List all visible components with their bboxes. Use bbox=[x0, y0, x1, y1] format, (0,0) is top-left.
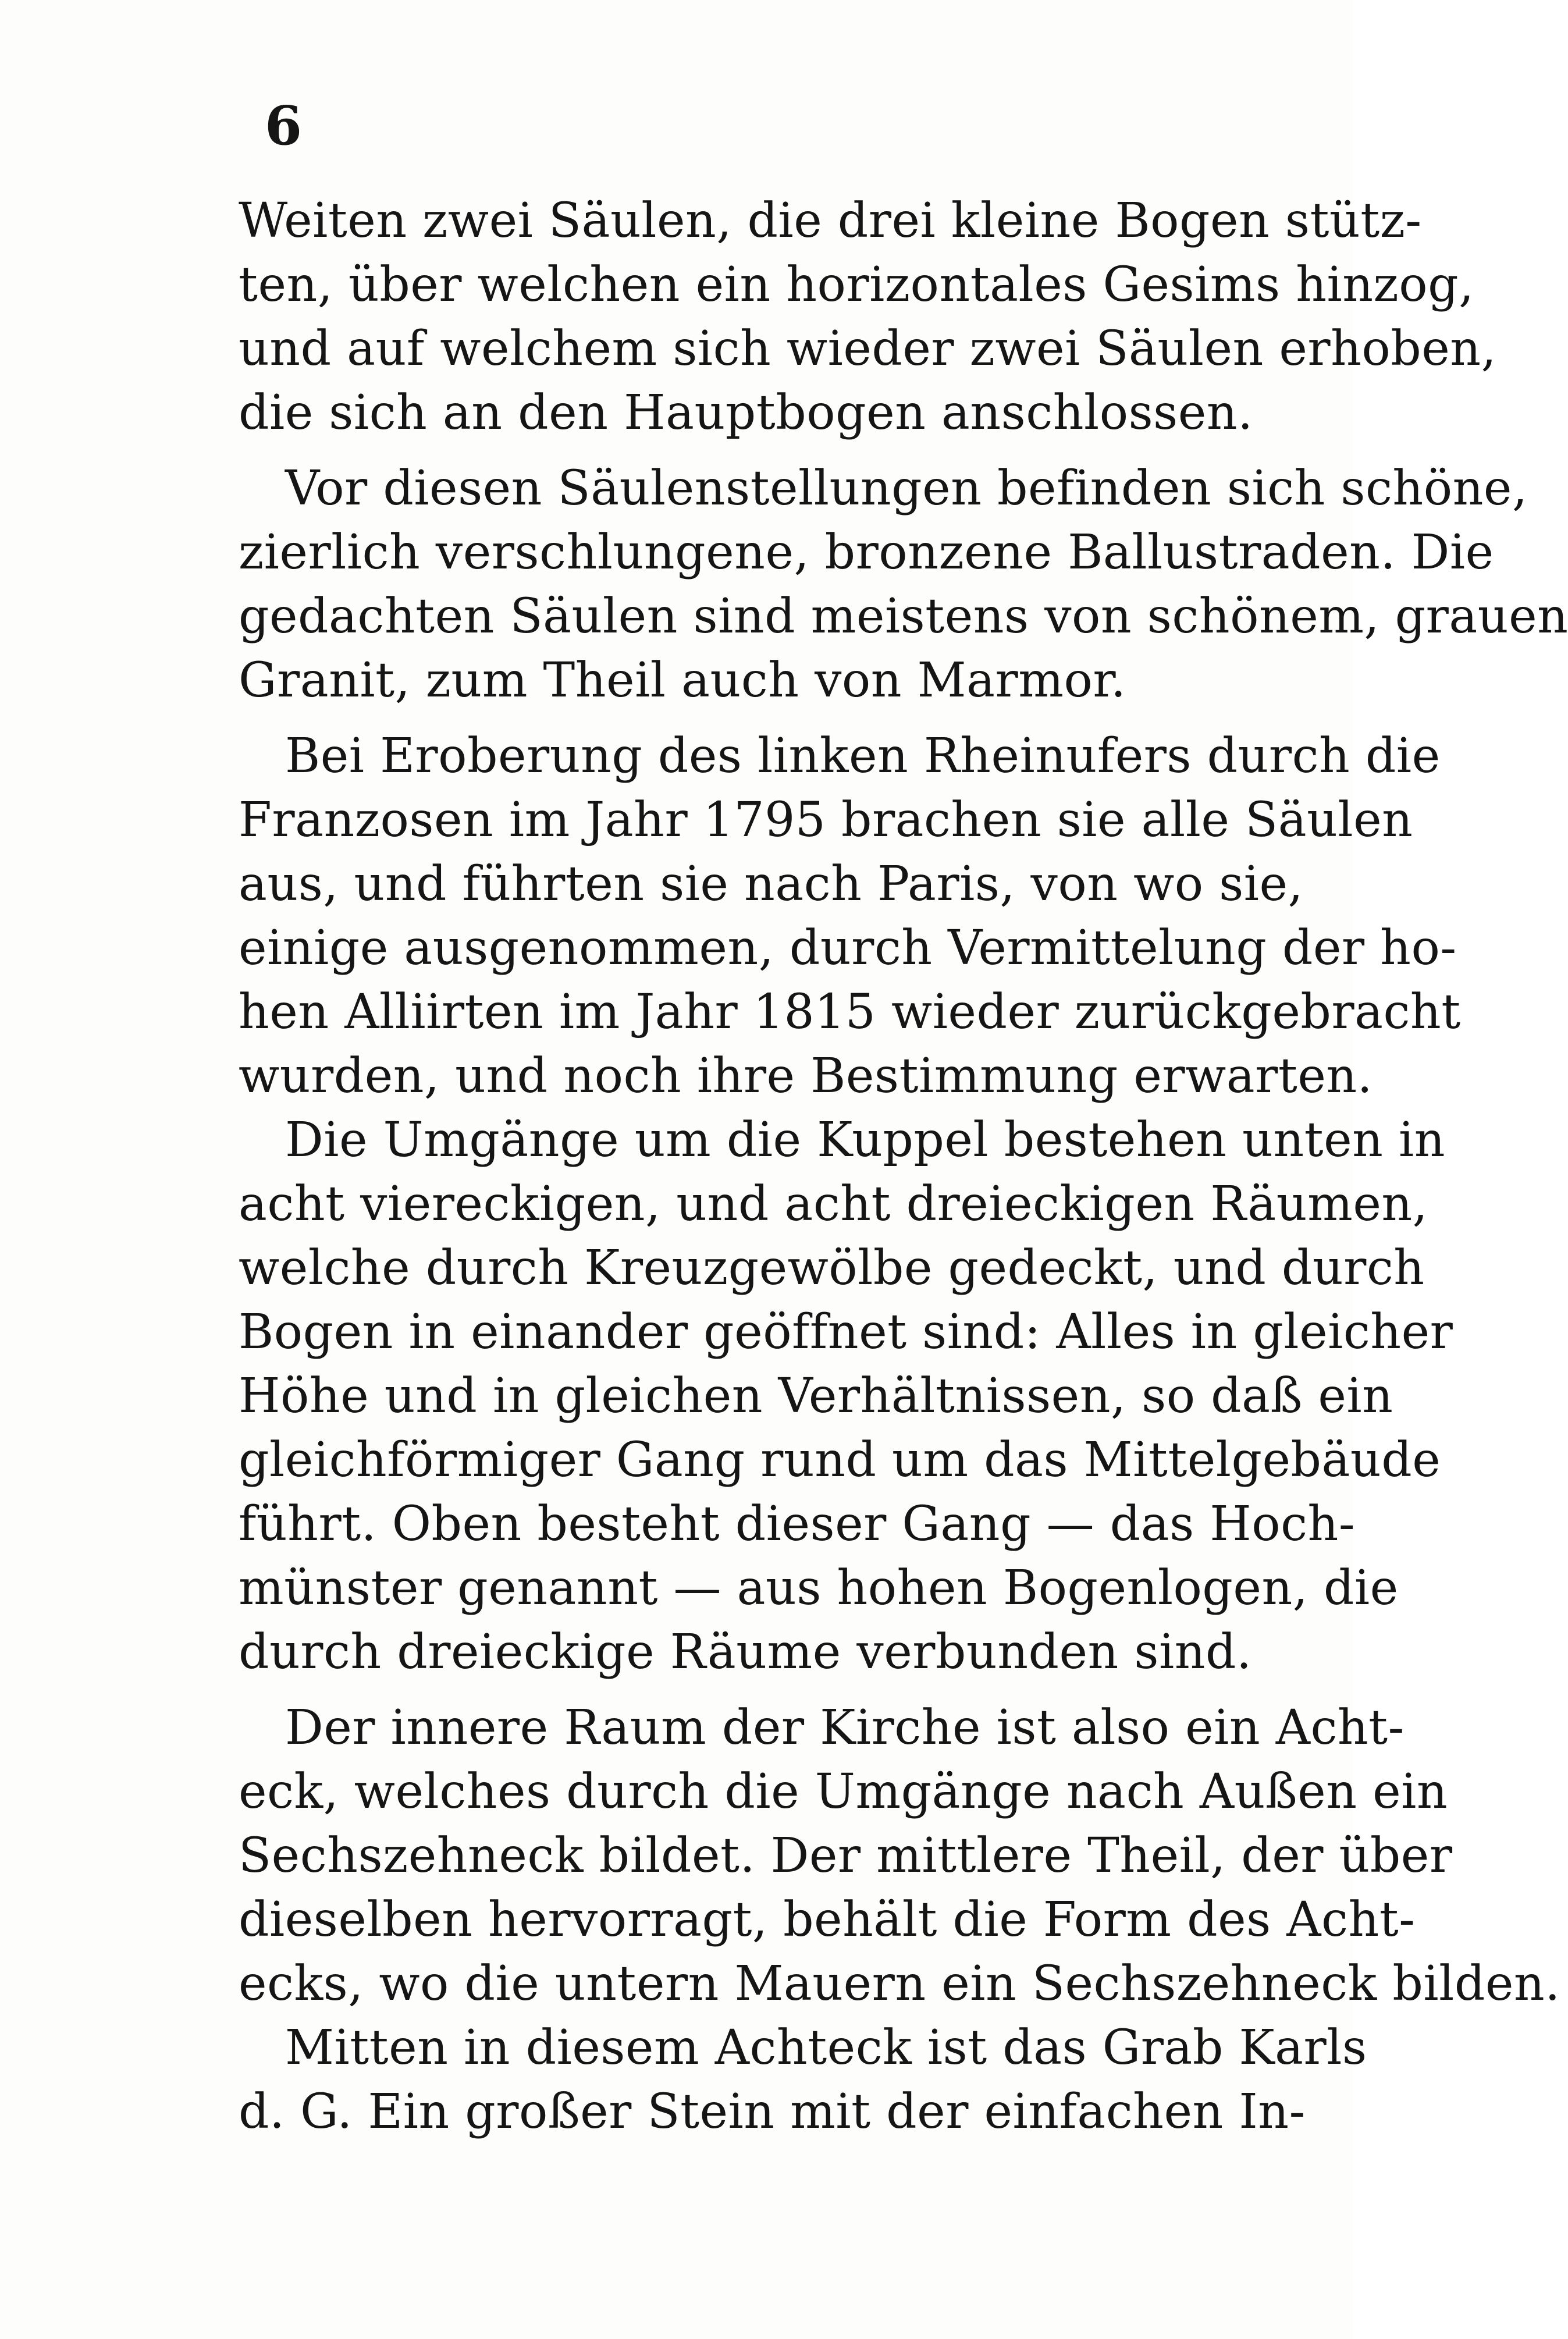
text-line: die sich an den Hauptbogen anschlossen. bbox=[239, 385, 1253, 440]
text-line: Bogen in einander geöffnet sind: Alles in gleicher bbox=[239, 1304, 1453, 1360]
text-line: eck, welches durch die Umgänge nach Außen ein bbox=[239, 1764, 1448, 1819]
text-line: Mitten in diesem Achteck ist das Grab Karls bbox=[285, 2020, 1367, 2075]
text-line: Der innere Raum der Kirche ist also ein Acht- bbox=[285, 1700, 1405, 1755]
text-line: d. G. Ein großer Stein mit der einfachen In- bbox=[239, 2084, 1306, 2139]
text-line: Weiten zwei Säulen, die drei kleine Bogen stütz- bbox=[239, 193, 1422, 248]
text-line: Sechszehneck bildet. Der mittlere Theil, der über bbox=[239, 1828, 1453, 1883]
text-line: aus, und führten sie nach Paris, von wo sie, bbox=[239, 856, 1304, 912]
text-line: acht viereckigen, und acht dreieckigen Räumen, bbox=[239, 1176, 1428, 1232]
text-line: zierlich verschlungene, bronzene Ballustraden. Die bbox=[239, 525, 1494, 580]
text-line: durch dreieckige Räume verbunden sind. bbox=[239, 1624, 1252, 1680]
text-line: einige ausgenommen, durch Vermittelung der ho- bbox=[239, 920, 1457, 976]
paragraph-1 bbox=[239, 189, 1497, 445]
paragraph-4 bbox=[239, 1108, 1453, 1684]
text-line: wurden, und noch ihre Bestimmung erwarten. bbox=[239, 1048, 1373, 1104]
text-line: gedachten Säulen sind meistens von schönem, grauen bbox=[239, 589, 1568, 644]
paragraph-3 bbox=[239, 724, 1461, 1108]
text-line: hen Alliirten im Jahr 1815 wieder zurückgebracht bbox=[239, 984, 1461, 1040]
text-line: gleichförmiger Gang rund um das Mittelgebäude bbox=[239, 1432, 1441, 1488]
paragraph-5 bbox=[239, 1696, 1560, 2016]
text-line: Die Umgänge um die Kuppel bestehen unten in bbox=[285, 1112, 1446, 1168]
page-number: 6 bbox=[265, 94, 303, 157]
paragraph-2 bbox=[239, 457, 1568, 713]
text-line: welche durch Kreuzgewölbe gedeckt, und durch bbox=[239, 1240, 1425, 1296]
text-line: Höhe und in gleichen Verhältnissen, so daß ein bbox=[239, 1368, 1393, 1424]
text-line: Franzosen im Jahr 1795 brachen sie alle Säulen bbox=[239, 792, 1413, 848]
text-line: und auf welchem sich wieder zwei Säulen erhoben, bbox=[239, 321, 1497, 376]
text-line: dieselben hervorragt, behält die Form des Acht- bbox=[239, 1892, 1416, 1947]
text-line: Bei Eroberung des linken Rheinufers durch die bbox=[285, 728, 1441, 784]
text-line: ten, über welchen ein horizontales Gesims hinzog, bbox=[239, 257, 1474, 312]
paragraph-6 bbox=[239, 2016, 1367, 2144]
text-line: Vor diesen Säulenstellungen befinden sich schöne, bbox=[285, 461, 1528, 516]
text-line: führt. Oben besteht dieser Gang — das Hoch- bbox=[239, 1496, 1356, 1552]
text-line: ecks, wo die untern Mauern ein Sechszehneck bilden. bbox=[239, 1956, 1560, 2011]
body-text bbox=[239, 189, 1568, 2144]
text-line: Granit, zum Theil auch von Marmor. bbox=[239, 653, 1126, 708]
text-line: münster genannt — aus hohen Bogenlogen, die bbox=[239, 1560, 1399, 1616]
